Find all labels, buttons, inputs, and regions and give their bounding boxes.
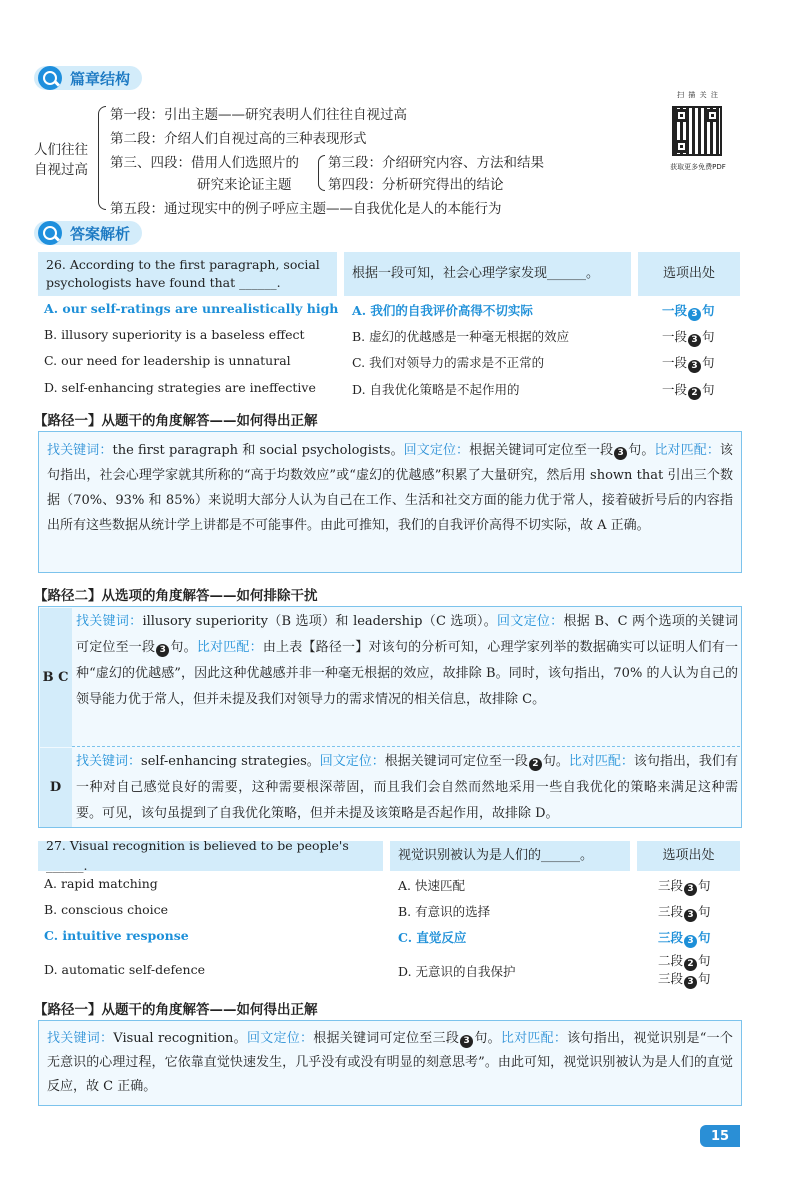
q27-option-a: A. rapid matching <box>44 876 158 891</box>
q26-option-b-cn: B. 虚幻的优越感是一种毫无根据的效应 <box>352 329 570 344</box>
outline-p3: 第三段：介绍研究内容、方法和结果 <box>328 155 544 171</box>
q26-d-analysis: 找关键词：self-enhancing strategies。回文定位：根据关键词可定位至一段 2 句。比对匹配：该句指出，我们有一种对自己感觉良好的需要，这种需要根深蒂固，而且我们会自然而然地采用一些自我优化的策略来满足这种需要。可见，该句虽提到了自我优化策略，但并未提及该策略是否起作用，故排除 D。 <box>76 754 738 821</box>
q27-route1-title: 【路径一】从题干的角度解答——如何得出正解 <box>34 1002 318 1018</box>
q27-option-b-cn: B. 有意识的选择 <box>398 904 491 919</box>
q26-option-b-src: 一段 3 句 <box>662 329 715 345</box>
q27-option-a-cn: A. 快速匹配 <box>398 878 465 893</box>
magnifier-icon <box>38 221 62 245</box>
q27-option-d-src: 二段 2 句 三段 3 句 <box>658 953 711 987</box>
outline-p2: 第二段：介绍人们自视过高的三种表现形式 <box>110 131 367 147</box>
q26-option-b: B. illusory superiority is a baseless effect <box>44 327 305 342</box>
q26-source-header: 选项出处 <box>638 252 740 296</box>
q27-option-a-src: 三段 3 句 <box>658 878 711 894</box>
structure-theme: 人们往往 自视过高 <box>34 142 88 178</box>
qr-code[interactable] <box>672 106 722 156</box>
magnifier-icon <box>38 66 62 90</box>
q26-d-tag: D <box>40 748 72 827</box>
q27-option-c: C. intuitive response <box>44 928 189 943</box>
outline-p34: 第三、四段：借用人们选照片的 <box>110 155 299 171</box>
q26-bc-analysis: 找关键词：illusory superiority（B 选项）和 leadership（C 选项）。回文定位：根据 B、C 两个选项的关键词可定位至一段 3 句。比对匹配：由上表【路径一】对该句的分析可知，心理学家列举的数据确实可以证明人们有一种“虚幻的优越感”，因此这种优越感并非一种毫无根据的效应，故排除 B。同时，该句指出，70% 的人认为自己的领导能力优于常人，但并未提及我们对领导力的需求情况的相关信息，故排除 C。 <box>76 614 738 707</box>
qr-bottom-text: 获取更多免费PDF <box>670 163 726 171</box>
q27-option-d: D. automatic self-defence <box>44 962 205 977</box>
q26-bc-tag: B C <box>40 608 72 747</box>
q26-option-c-cn: C. 我们对领导力的需求是不正常的 <box>352 355 545 370</box>
q26-option-d: D. self-enhancing strategies are ineffective <box>44 380 316 395</box>
q27-option-c-src: 三段 3 句 <box>658 930 711 946</box>
outline-brace <box>98 106 106 210</box>
q27-stem: 27. Visual recognition is believed to be people's ______. <box>38 841 383 871</box>
q27-option-b-src: 三段 3 句 <box>658 904 711 920</box>
q26-stem-cn: 根据一段可知，社会心理学家发现______。 <box>344 252 631 296</box>
outline-p34-cont: 研究来论证主题 <box>197 177 292 193</box>
q27-option-c-cn: C. 直觉反应 <box>398 930 467 945</box>
section-answer-title: 答案解析 <box>34 221 142 245</box>
outline-p5: 第五段：通过现实中的例子呼应主题——自我优化是人的本能行为 <box>110 201 502 217</box>
q26-option-a: A. our self-ratings are unrealistically high <box>44 301 339 316</box>
q26-stem: 26. According to the first paragraph, social psychologists have found that ______. <box>38 252 337 296</box>
q26-route1-box: 找关键词：the first paragraph 和 social psychologists。回文定位：根据关键词可定位至一段 3 句。比对匹配：该句指出，社会心理学家就其所称的“高于均数效应”或“虚幻的优越感”积累了大量研究，然后用 shown that 引出三个数据（70%、93% 和 85%）来说明大部分人认为自己在工作、生活和社交方面的能力优于常人，接着破折号后的内容指出所有这些数据从统计学上讲都是不可能事件。由此可推知，我们的自我评价高得不切实际，故 A 正确。 <box>38 431 742 573</box>
q26-route2-title: 【路径二】从选项的角度解答——如何排除干扰 <box>34 588 318 604</box>
q26-option-c-src: 一段 3 句 <box>662 355 715 371</box>
page-number: 15 <box>700 1125 740 1147</box>
outline-p1: 第一段：引出主题——研究表明人们往往自视过高 <box>110 107 407 123</box>
qr-top-text: 扫 描 关 注 <box>677 91 719 99</box>
q26-route1-title: 【路径一】从题干的角度解答——如何得出正解 <box>34 413 318 429</box>
q26-option-d-cn: D. 自我优化策略是不起作用的 <box>352 382 520 397</box>
section-structure-title: 篇章结构 <box>34 66 142 90</box>
outline-p4: 第四段：分析研究得出的结论 <box>328 177 504 193</box>
outline-sub-brace <box>318 155 325 191</box>
q27-route1-box: 找关键词：Visual recognition。回文定位：根据关键词可定位至三段 3 句。比对匹配：该句指出，视觉识别是“一个无意识的心理过程，它依靠直觉快速发生，几乎没有或没有明显的刻意思考”。由此可知，视觉识别被认为是人们的直觉反应，故 C 正确。 <box>38 1020 742 1106</box>
q26-option-d-src: 一段 2 句 <box>662 382 715 398</box>
q27-source-header: 选项出处 <box>637 841 740 871</box>
q27-option-d-cn: D. 无意识的自我保护 <box>398 964 516 979</box>
q26-option-c: C. our need for leadership is unnatural <box>44 353 291 368</box>
q26-option-a-cn: A. 我们的自我评价高得不切实际 <box>352 303 533 318</box>
q27-stem-cn: 视觉识别被认为是人们的______。 <box>390 841 630 871</box>
divider <box>72 746 740 747</box>
q27-option-b: B. conscious choice <box>44 902 169 917</box>
q26-option-a-src: 一段 3 句 <box>662 303 715 319</box>
